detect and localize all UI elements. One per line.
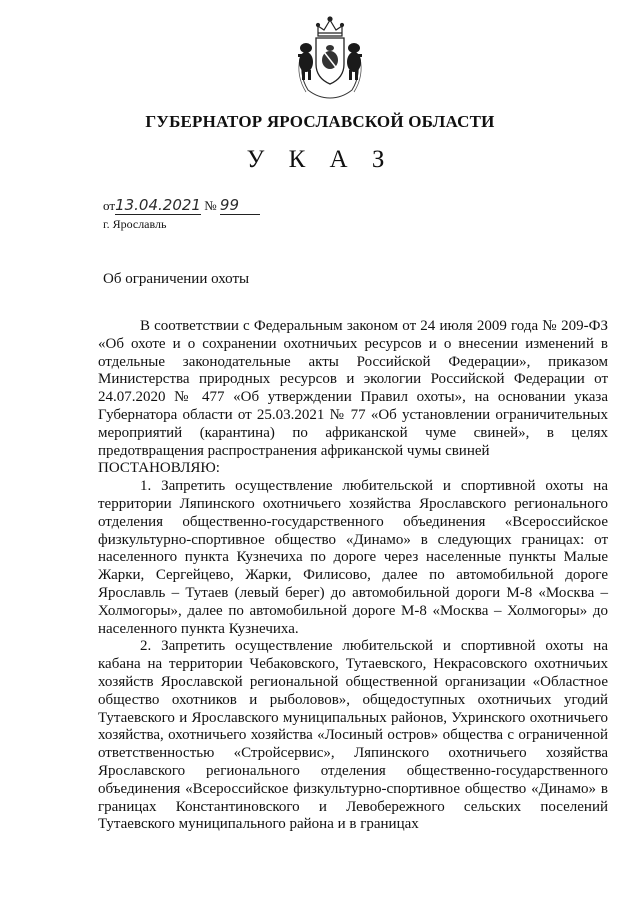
clause-1: 1. Запретить осуществление любительской и спортивной охоты на территории Ляпинского охотничьего хозяйства Ярославского регионального отделения общественно-государственного объединения «Всероссийское физкультурно-спортивное общество «Динамо» в следующих границах: от населенного пункта Кузнечиха по дороге через населенные пункты Малые Жарки, Сергейцево, Жарки, Филисово, далее по автомобильной дороге Ярославль – Тутаев (левый берег) до автомобильной дороги М-8 «Москва – Холмогоры», далее по автомобильной дороге М-8 «Москва – Холмогоры» до населенного пункта Кузнечиха. (98, 478, 608, 637)
date-number-line (103, 196, 260, 215)
shield-icon (316, 38, 344, 84)
coat-of-arms-emblem (294, 14, 366, 100)
document-subject: Об ограничении охоты (103, 271, 250, 287)
crown-icon (317, 17, 344, 36)
issuing-authority-title: ГУБЕРНАТОР ЯРОСЛАВСКОЙ ОБЛАСТИ (145, 112, 495, 131)
clause-2: 2. Запретить осуществление любительской и спортивной охоты на кабана на территории Чебаковского, Тутаевского, Некрасовского охотничьих хозяйств Ярославской региональной общественной организации «Областное общество охотников и рыболовов», общедоступных охотничьих угодий Тутаевского и Ярославского муниципальных районов, Ухринского охотничьего хозяйства, охотничьего хозяйства «Лосиный остров» общества с ограниченной ответственностью «Стройсервис», Ляпинского охотничьего хозяйства Ярославского регионального отделения общественно-государственного объединения «Всероссийское физкультурно-спортивное общество «Динамо» в границах Константиновского и Левобережного сельских поселений Тутаевского муниципального района и в границах (98, 638, 608, 833)
city-label: г. Ярославль (103, 217, 167, 231)
handwritten-date: 13.04.2021 (115, 196, 201, 214)
decree-word: ПОСТАНОВЛЯЮ: (98, 460, 220, 477)
handwritten-number: 99 (220, 196, 260, 215)
document-body (98, 318, 608, 834)
document-type-heading: У К А З (246, 146, 394, 173)
number-prefix: № (204, 198, 217, 213)
bear-icon (298, 43, 313, 80)
preamble-paragraph: В соответствии с Федеральным законом от 24 июля 2009 года № 209-ФЗ «Об охоте и о сохранении охотничьих ресурсов и о внесении изменений в отдельные законодательные акты Российской Федерации», приказом Министерства природных ресурсов и экологии Российской Федерации от 24.07.2020 № 477 «Об утверждении Правил охоты», на основании указа Губернатора области от 25.03.2021 № 77 «Об установлении ограничительных мероприятий (карантина) по африканской чуме свиней», в целях предотвращения распространения африканской чумы свиней (98, 318, 608, 459)
date-prefix: от (103, 198, 116, 213)
bear-icon (347, 43, 362, 80)
